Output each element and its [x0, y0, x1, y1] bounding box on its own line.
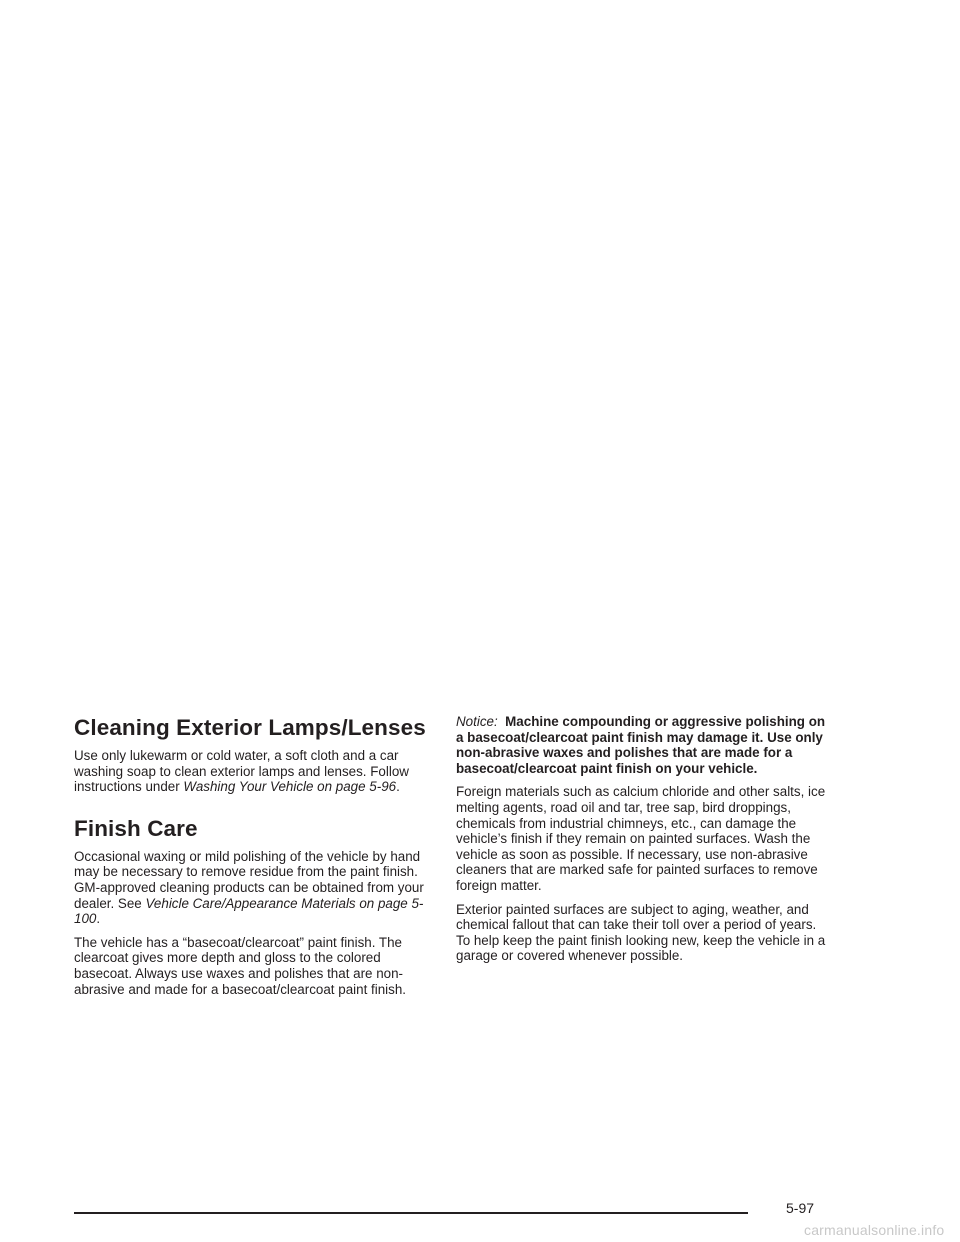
paragraph-text: Occasional waxing or mild polishing of the vehicle by hand may be necessary to remove residue from the paint finish. GM-approved cleaning products can be obtained from your dealer. See: [74, 848, 424, 911]
watermark: carmanualsonline.info: [804, 1222, 945, 1238]
paragraph-text: Use only lukewarm or cold water, a soft cloth and a car washing soap to clean exterior lamps and lenses. Follow instructions under: [74, 748, 409, 795]
cross-reference-link: Washing Your Vehicle on page 5-96: [183, 779, 397, 795]
right-column: [456, 714, 828, 972]
paragraph-aging-weather: Exterior painted surfaces are subject to aging, weather, and chemical fallout that can take their toll over a period of years. To help keep the paint finish looking new, keep the vehicle in a garage or covered whenever possible.: [456, 901, 826, 964]
heading-cleaning-exterior-lamps: Cleaning Exterior Lamps/Lenses: [74, 715, 426, 740]
notice-paragraph: [456, 714, 828, 776]
heading-finish-care: Finish Care: [74, 815, 198, 841]
paragraph-basecoat-clearcoat: The vehicle has a “basecoat/clearcoat” paint finish. The clearcoat gives more depth and gloss to the colored basecoat. Always use waxes and polishes that are non-abrasive and made for a basecoat/clearcoat paint finish.: [74, 934, 406, 997]
paragraph-lamps-cleaning: [74, 748, 439, 795]
cross-reference-link: Vehicle Care/Appearance Materials on page 5-100: [74, 895, 424, 927]
page-number: 5-97: [786, 1200, 815, 1216]
paragraph-end: .: [96, 911, 101, 927]
left-column: [74, 714, 439, 1005]
notice-label: Notice:: [456, 714, 498, 729]
notice-body: Machine compounding or aggressive polishing on a basecoat/clearcoat paint finish may damage it. Use only non-abrasive waxes and polishes that are made for a basecoat/clearcoat paint finish on your vehicle.: [456, 714, 826, 776]
footer-rule: [74, 1212, 748, 1214]
paragraph-waxing: [74, 849, 439, 927]
paragraph-foreign-materials: Foreign materials such as calcium chloride and other salts, ice melting agents, road oil and tar, tree sap, bird droppings, chemicals from industrial chimneys, etc., can damage the vehicle’s finish if they remain on painted surfaces. Wash the vehicle as soon as possible. If necessary, use non-abrasive cleaners that are marked safe for painted surfaces to remove foreign matter.: [456, 784, 826, 893]
paragraph-end: .: [396, 779, 400, 795]
